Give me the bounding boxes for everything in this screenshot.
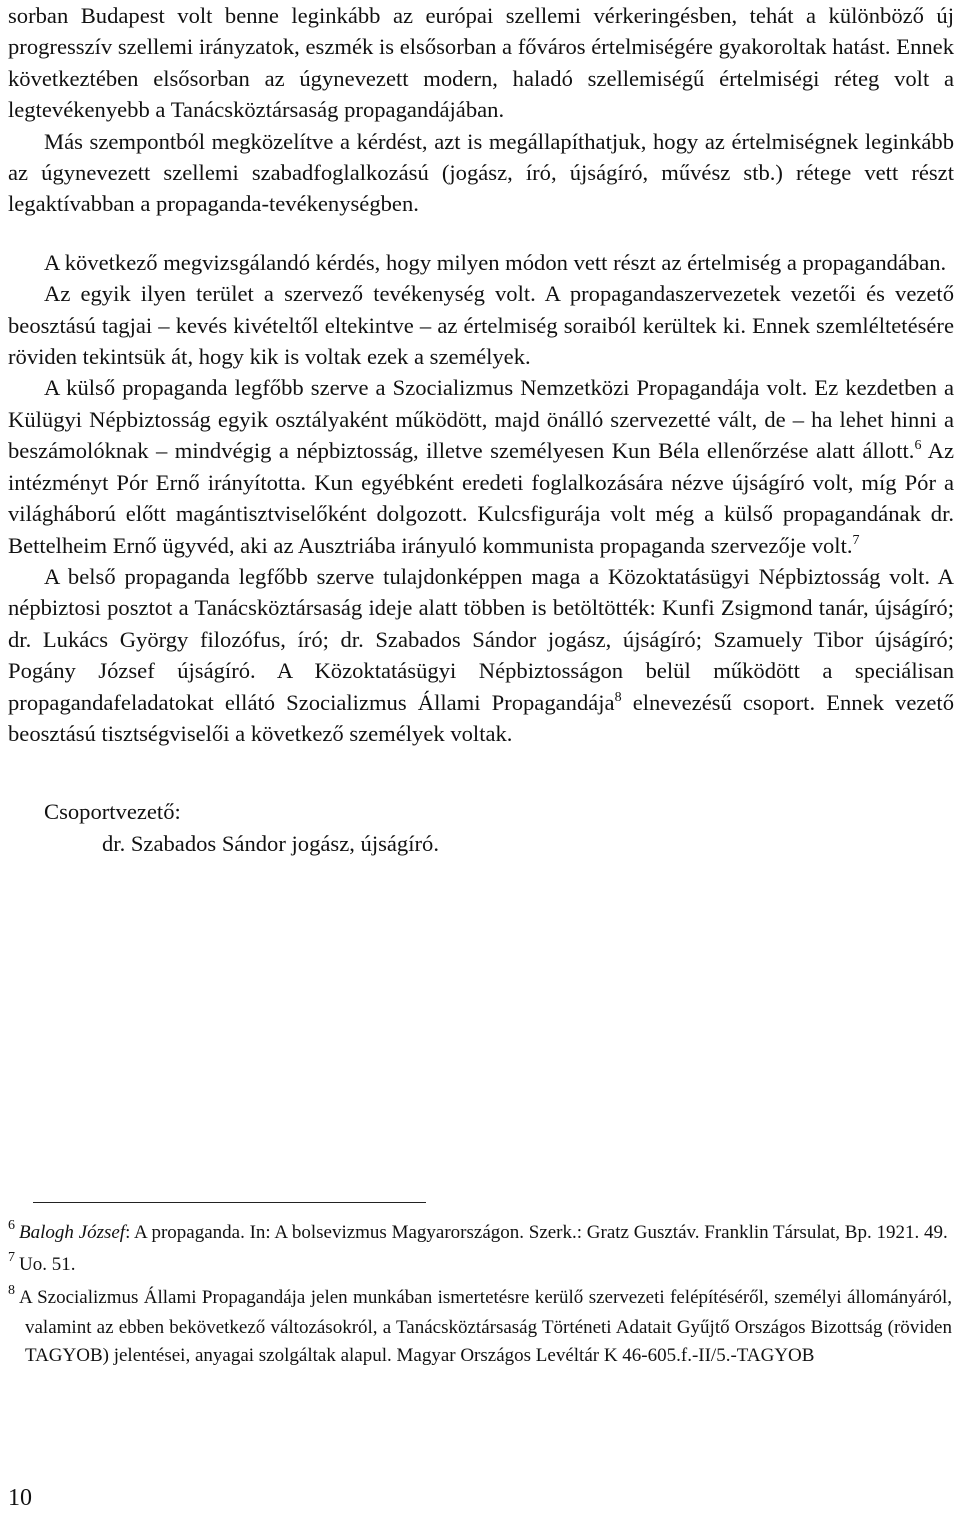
paragraph-1: sorban Budapest volt benne leginkább az európai szellemi vérkeringésben, tehát a különböző új progresszív szellemi irányzatok, eszmék is elsősorban a főváros értelmiségére gyakoroltak hatást. Ennek következtében elsősorban az úgynevezett modern, haladó szellemiségű értelmiségi réteg volt a legtevékenyebb a Tanácsköztársaság propagandájában. [8,3,954,123]
footnote-ref-6[interactable]: 6 [914,438,922,454]
page-number: 10 [8,1485,32,1511]
paragraph-4: Az egyik ilyen terület a szervező tevékenység volt. A propagandaszervezetek vezetői és vezető beosztású tagjai – kevés kivételtől eltekintve – az értelmiség soraiból kerültek ki. Ennek szemléltetésére röviden tekintsük át, hogy kik is voltak ezek a személyek. [8,281,954,370]
paragraph-5-part-b: Az intézményt Pór Ernő irányította. Kun egyébként eredeti foglalkozására nézve újságíró volt, míg Pór a világháború előtt magántisztviselőként dolgozott. Kulcsfigurája volt még a külső propagandának dr. Bettelheim Ernő ügyvéd, aki az Ausztriába irányuló kommunista propaganda szervezője volt. [8,438,954,558]
footnote-ref-7[interactable]: 7 [852,532,860,548]
group-leader-name: dr. Szabados Sándor jogász, újságíró. [102,830,439,856]
footnote-text: Uo. 51. [19,1254,76,1276]
paragraph-6-part-b: elnevezésű csoport. Ennek vezető beosztású tisztségviselői a következő személyek voltak. [8,689,954,746]
main-text [8,0,954,859]
paragraph-6-part-a: A belső propaganda legfőbb szerve tulajdonképpen maga a Közoktatásügyi Népbiztosság volt. A népbiztosi posztot a Tanácsköztársaság ideje alatt többen is betöltötték: Kunfi Zsigmond tanár, újságíró; dr. Lukács György filozófus, író; dr. Szabados Sándor jogász, újságíró; Szamuely Tibor újságíró; Pogány József újságíró. A Közoktatásügyi Népbiztosságon belül működött a speciálisan propagandafeladatokat ellátó Szocializmus Állami Propagandája [8,563,954,715]
paragraph-3: A következő megvizsgálandó kérdés, hogy milyen módon vett részt az értelmiség a propagandában. [44,249,947,275]
footnotes [8,1219,952,1370]
footnote-7 [8,1251,952,1281]
footnote-number: 6 [8,1218,15,1233]
group-leader-block [8,796,954,859]
paragraph-2: Más szempontból megközelítve a kérdést, azt is megállapíthatjuk, hogy az értelmiségnek leginkább az úgynevezett szellemi szabadfoglalkozású (jogász, író, újságíró, művész stb.) rétege vett részt legaktívabban a propaganda-tevékenységben. [8,128,954,217]
footnote-text: : A propaganda. In: A bolsevizmus Magyarországon. Szerk.: Gratz Gusztáv. Franklin Társulat, Bp. 1921. 49. [125,1222,948,1243]
paragraph-5-part-a: A külső propaganda legfőbb szerve a Szocializmus Nemzetközi Propagandája volt. Ez kezdetben a Külügyi Népbiztosság egyik osztályaként működött, majd önálló szervezetté vált, de – ha lehet hinni a beszámolóknak – mindvégig a népbiztosság, illetve személyesen Kun Béla ellenőrzése alatt állott. [8,375,954,464]
footnote-6 [8,1219,952,1249]
footnote-number: 7 [8,1250,15,1266]
footnote-ref-8[interactable]: 8 [614,689,622,705]
footnote-separator [33,1202,426,1203]
footnote-text: A Szocializmus Állami Propagandája jelen munkában ismertetésre kerülő szervezeti felépítéséről, személyi állományáról, valamint az ebben bekövetkező változásokról, a Tanácsköztársaság Történeti Adatait Gyűjtő Országos Bizottság (röviden TAGYOB) jelentései, anyagai szolgáltak alapul. Magyar Országos Levéltár K 46-605.f.-II/5.-TAGYOB [19,1286,952,1367]
group-leader-title: Csoportvezető: [44,799,181,825]
page-content [8,0,954,859]
footnote-author: Balogh József [19,1222,126,1243]
paragraph-6 [8,561,954,749]
paragraph-5 [8,372,954,560]
footnote-number: 8 [8,1282,15,1298]
footnote-8 [8,1284,952,1371]
